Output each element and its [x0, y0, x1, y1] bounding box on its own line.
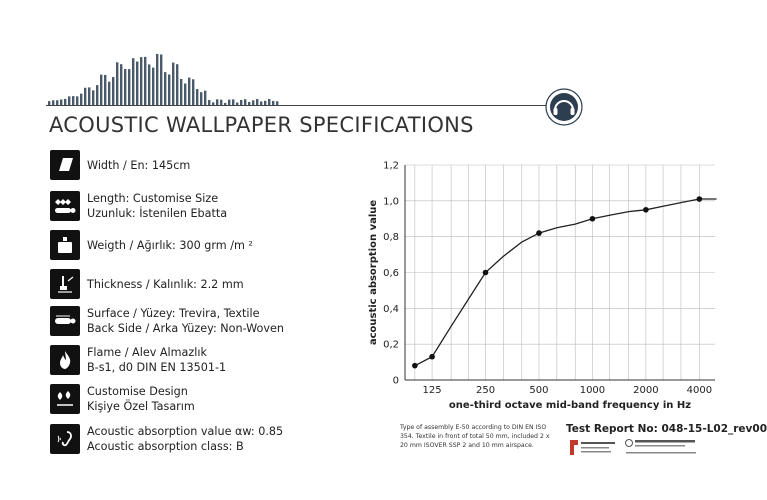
wave-bar: [128, 69, 130, 105]
spec-weight-text: Weigth / Ağırlık: 300 grm /m ²: [87, 238, 253, 252]
wave-bar: [172, 63, 174, 105]
sound-wave-graphic: [46, 40, 282, 106]
spec-absorption-line1: Acoustic absorption value αw: 0.85: [87, 425, 284, 438]
spec-absorption: [50, 424, 283, 454]
spec-thickness-text: Thickness / Kalınlık: 2.2 mm: [87, 277, 244, 291]
data-point: [412, 363, 418, 369]
spec-flame-line1: Flame / Alev Almazlık: [87, 346, 207, 359]
wave-bar: [76, 96, 78, 105]
data-point: [643, 207, 649, 213]
spec-length-line2: Uzunluk: İstenilen Ebatta: [87, 207, 228, 220]
wave-bar: [196, 89, 198, 105]
wave-bar: [124, 69, 126, 105]
y-tick-label: 0,6: [383, 268, 399, 279]
wave-bar: [188, 78, 190, 105]
wave-bar: [140, 57, 142, 105]
wave-bar: [68, 96, 70, 105]
y-tick-label: 0,4: [383, 303, 399, 315]
spec-width-text: Width / En: 145cm: [87, 158, 191, 172]
wave-bar: [176, 64, 178, 105]
wave-bar: [148, 64, 150, 105]
wave-bar: [88, 87, 90, 105]
wave-bar: [136, 62, 138, 105]
test-report-number: Test Report No: 048-15-L02_rev00: [566, 423, 767, 435]
x-tick-label: 125: [422, 385, 442, 396]
length-roll-icon: [50, 191, 80, 221]
spec-design: [50, 384, 195, 414]
spec-surface-line2: Back Side / Arka Yüzey: Non-Woven: [87, 322, 284, 335]
wave-bar: [192, 79, 194, 105]
wave-bar: [92, 90, 94, 105]
spec-design-line2: Kişiye Özel Tasarım: [87, 400, 195, 413]
x-tick-label: 4000: [686, 385, 713, 396]
spec-length-line1: Length: Customise Size: [87, 192, 219, 205]
spec-flame: [50, 345, 226, 375]
page-title: ACOUSTIC WALLPAPER SPECIFICATIONS: [49, 113, 474, 137]
x-axis-label: one-third octave mid-band frequency in Hz: [448, 400, 692, 411]
data-point: [429, 354, 435, 360]
weight-icon: [50, 230, 80, 260]
headphone-icon: [545, 88, 583, 126]
width-roll-icon: [50, 150, 80, 180]
x-tick-label: 250: [475, 385, 496, 396]
wave-bar: [112, 77, 114, 105]
wave-bar: [152, 68, 154, 105]
wave-bar: [80, 94, 82, 105]
wave-bar: [116, 62, 118, 105]
wave-bar: [96, 85, 98, 105]
spec-flame-line2: B-s1, d0 DIN EN 13501-1: [87, 361, 227, 374]
x-tick-label: 1000: [579, 385, 606, 396]
wave-bar: [84, 88, 86, 105]
wave-bar: [160, 55, 162, 105]
x-tick-label: 2000: [633, 385, 659, 396]
data-point: [697, 196, 703, 202]
wave-bar: [72, 96, 74, 105]
wave-bar: [108, 82, 110, 105]
y-axis-label: acoustic absorption value: [368, 199, 379, 346]
wave-bar: [132, 58, 134, 105]
ear-icon: [50, 424, 80, 454]
wave-bar: [184, 84, 186, 105]
absorption-series-line: [415, 199, 717, 366]
lab-logo: [568, 437, 618, 459]
flame-icon: [50, 345, 80, 375]
wave-bar: [144, 57, 146, 105]
spec-width: [50, 150, 190, 180]
spec-absorption-line2: Acoustic absorption class: B: [87, 440, 244, 453]
test-footnote: Type of assembly E-50 according to DIN EN ISO 354. Textile in front of total 50 mm, included 2 x 20 mm ISOVER SSP 2 and 10 mm airspace.: [400, 424, 550, 449]
y-tick-label: 1,2: [383, 160, 399, 172]
y-tick-label: 0,2: [383, 339, 399, 351]
surface-icon: [50, 306, 80, 336]
data-point: [536, 230, 542, 236]
acoustics-lab-logo: [624, 437, 704, 459]
wave-bar: [156, 54, 158, 105]
spec-design-line1: Customise Design: [87, 385, 188, 398]
data-point: [483, 270, 489, 276]
y-tick-label: 0: [392, 375, 399, 387]
spec-weight: [50, 230, 253, 260]
data-point: [590, 216, 596, 222]
y-tick-label: 0,8: [383, 232, 399, 244]
spec-surface-line1: Surface / Yüzey: Trevira, Textile: [87, 307, 260, 320]
thickness-icon: [50, 269, 80, 299]
y-tick-label: 1,0: [383, 196, 399, 208]
spec-length: [50, 191, 227, 221]
absorption-chart: [360, 155, 720, 415]
design-icon: [50, 384, 80, 414]
wave-bar: [164, 72, 166, 105]
wave-bar: [200, 92, 202, 105]
x-tick-label: 500: [529, 385, 549, 396]
spec-surface: [50, 306, 284, 336]
wave-bar: [100, 75, 102, 105]
wave-bar: [180, 79, 182, 105]
wave-bar: [120, 64, 122, 105]
wave-bar: [168, 75, 170, 105]
wave-bar: [204, 91, 206, 105]
wave-bar: [104, 75, 106, 105]
spec-thickness: [50, 269, 244, 299]
header-divider: [46, 105, 546, 106]
